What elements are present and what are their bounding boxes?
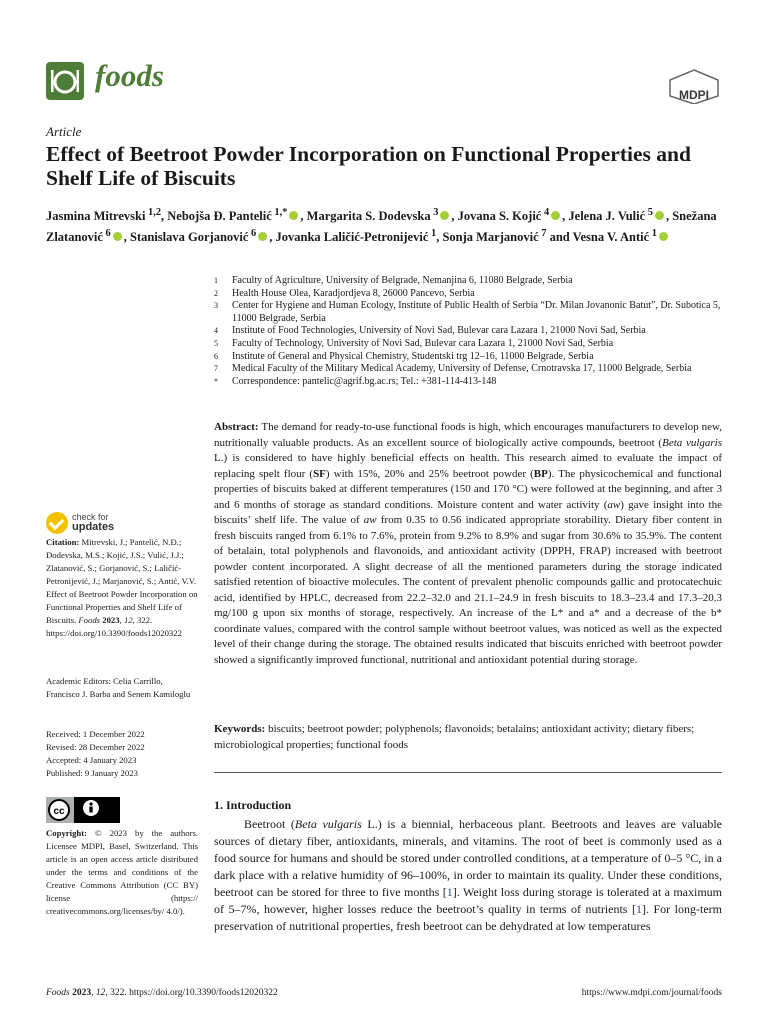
orcid-icon[interactable] bbox=[258, 232, 267, 241]
author-name: Vesna V. Antić bbox=[572, 230, 650, 245]
author-affiliation-ref: 1 bbox=[428, 228, 437, 240]
affiliation-text: Medical Faculty of the Military Medical Academy, University of Defense, Crnotravska 17, 11000 Belgrade, Serbia bbox=[232, 363, 692, 375]
citation-segment: , bbox=[119, 615, 124, 625]
author-affiliation-ref: 7 bbox=[538, 228, 547, 240]
publisher-logo bbox=[666, 68, 722, 104]
citation-segment: 2023 bbox=[102, 615, 120, 625]
keywords-label: Keywords: bbox=[214, 723, 266, 735]
citation-link[interactable]: 1 bbox=[635, 902, 642, 916]
affiliation-text: Center for Hygiene and Human Ecology, Institute of Public Health of Serbia “Dr. Milan Jovanonic Batut”, Dr. Subotica 5, 11000 Belgrade, Serbia bbox=[232, 300, 721, 324]
citation-link[interactable]: 1 bbox=[446, 885, 453, 899]
cc-by-license-badge[interactable] bbox=[46, 797, 120, 823]
svg-text:cc: cc bbox=[53, 806, 65, 817]
keywords-text: biscuits; beetroot powder; polyphenols; flavonoids; betalains; antioxidant activity; dietary fibers; microbiological properties; functional foods bbox=[214, 723, 695, 751]
author-name: Snežana Zlatanović bbox=[46, 209, 717, 245]
author-name: Jasmina Mitrevski bbox=[46, 209, 146, 224]
author-name: Sonja Marjanović bbox=[442, 230, 539, 245]
affiliation-item bbox=[214, 300, 724, 325]
affiliation-number: 2 bbox=[214, 288, 218, 298]
intro-segment: ]. For long-term preservation of nutritional properties, fresh beetroot can be dehydrated at low temperatures bbox=[214, 902, 722, 933]
author-affiliation-ref: 6 bbox=[102, 228, 111, 240]
affiliation-item bbox=[214, 363, 724, 376]
footer-segment: Foods bbox=[46, 988, 70, 998]
date-line: Published: 9 January 2023 bbox=[46, 768, 138, 778]
affiliation-number: 7 bbox=[214, 364, 218, 374]
affiliation-number: * bbox=[214, 376, 218, 386]
abstract-segment: BP bbox=[533, 467, 548, 480]
intro-segment: ]. Weight loss during storage is tolerated at a maximum of 5–7%, however, higher losses reduce the beetroot’s quality in terms of nutrients [ bbox=[214, 885, 722, 916]
author-name: Jovana S. Kojić bbox=[457, 209, 542, 224]
abstract-segment: aw bbox=[363, 514, 377, 526]
date-line: Received: 1 December 2022 bbox=[46, 729, 145, 739]
author-name: Nebojša Đ. Pantelić bbox=[167, 209, 272, 224]
intro-segment: Beetroot ( bbox=[244, 817, 295, 831]
orcid-icon[interactable] bbox=[440, 211, 449, 220]
footer-segment: 2023 bbox=[72, 988, 92, 998]
author-name: Margarita S. Dodevska bbox=[306, 209, 431, 224]
author-list: Jasmina Mitrevski $^{1,2}$, Nebojša Đ. Pantelić $^{1,*}$ , Margarita S. Dodevska $^3$ , Jovana S. Kojić $^4$ , Jelena J. Vulić $^5$ , Snežana Zlatanović $^6$ , Stanislava Gorjanović $^6$ , Jovanka Laličić-Petronijević $^1$, Sonja Marjanović $^7$ and Vesna V. Antić $^1$ bbox=[46, 207, 717, 245]
affiliation-item bbox=[214, 338, 724, 351]
check-updates-line1: check for bbox=[72, 512, 109, 522]
author-name: Jelena J. Vulić bbox=[568, 209, 646, 224]
introduction-text bbox=[214, 816, 722, 935]
orcid-icon[interactable] bbox=[655, 211, 664, 220]
affiliation-number: 3 bbox=[214, 301, 218, 311]
affiliation-text: Institute of General and Physical Chemistry, Studentski trg 12–16, 11000 Belgrade, Serbia bbox=[232, 350, 594, 362]
copyright-notice bbox=[46, 827, 198, 918]
abstract-text bbox=[214, 421, 722, 666]
copyright-segment: © 2023 by the authors. Licensee MDPI, Basel, Switzerland. This article is an open access article distributed under the terms and conditions of the Creative Commons Attribution (CC BY) license (https:// creativecommons.org/licenses/by/ 4.0/). bbox=[46, 828, 198, 916]
date-line: Revised: 28 December 2022 bbox=[46, 742, 145, 752]
affiliation-number: 5 bbox=[214, 338, 218, 348]
footer-journal-url[interactable]: https://www.mdpi.com/journal/foods bbox=[581, 988, 722, 998]
author-name: Stanislava Gorjanović bbox=[130, 230, 249, 245]
author-affiliation-ref: 1,* bbox=[271, 207, 288, 218]
author-affiliation-ref: 1 bbox=[649, 228, 657, 240]
abstract-segment: aw bbox=[607, 498, 621, 511]
abstract bbox=[214, 420, 722, 668]
publication-dates bbox=[46, 728, 198, 780]
author-affiliation-ref: 1,2 bbox=[145, 207, 162, 218]
check-updates-line2: updates bbox=[72, 521, 115, 533]
affiliation-text: Institute of Food Technologies, University of Novi Sad, Bulevar cara Lazara 1, 21000 Novi Sad, Serbia bbox=[232, 325, 646, 337]
affiliation-number: 6 bbox=[214, 351, 218, 361]
affiliation-item bbox=[214, 275, 724, 288]
journal-name: foods bbox=[95, 58, 164, 93]
intro-segment: L.) is a biennial, herbaceous plant. Beetroots and leaves are valuable sources of dietary fiber, antioxidants, minerals, and vitamins. The root of beet is commonly used as a food source for humans and should be stored under controlled conditions, at a temperature of 0–5 °C, in a dark place with a relative humidity of 96–100%, in order to maintain its quality. Under these conditions, beetroot can be stored for three to five months [ bbox=[214, 817, 723, 899]
affiliation-text: Correspondence: pantelic@agrif.bg.ac.rs; Tel.: +381-114-413-148 bbox=[232, 375, 497, 387]
affiliation-text: Faculty of Technology, University of Novi Sad, Bulevar cara Lazara 1, 21000 Novi Sad, Serbia bbox=[232, 337, 614, 349]
abstract-segment: ) gave insight into the biscuits’ shelf life. The value of bbox=[214, 498, 722, 526]
orcid-icon[interactable] bbox=[659, 232, 668, 241]
citation-segment: , 322. https://doi.org/10.3390/foods12020322 bbox=[46, 615, 182, 638]
affiliation-text: Health House Olea, Karadjordjeva 8, 26000 Pancevo, Serbia bbox=[232, 287, 475, 299]
affiliation-item bbox=[214, 376, 724, 389]
orcid-icon[interactable] bbox=[113, 232, 122, 241]
citation-segment: Foods bbox=[78, 615, 101, 625]
keywords bbox=[214, 722, 722, 753]
author-affiliation-ref: 4 bbox=[541, 207, 550, 218]
footer-segment: 12 bbox=[95, 988, 106, 998]
affiliation-item bbox=[214, 288, 724, 301]
affiliation-item bbox=[214, 351, 724, 364]
author-affiliation-ref: 5 bbox=[645, 207, 653, 218]
abstract-segment: SF bbox=[313, 467, 326, 480]
abstract-segment: Beta vulgaris bbox=[662, 436, 722, 449]
affiliation-number: 4 bbox=[214, 326, 218, 336]
affiliation-text: Faculty of Agriculture, University of Belgrade, Nemanjina 6, 11080 Belgrade, Serbia bbox=[232, 275, 573, 286]
citation-segment: Mitrevski, J.; Pantelić, N.Đ.; Dodevska, M.S.; Kojić, J.S.; Vulić, J.J.; Zlatanović, S.; Gorjanović, S.; Laličić-Petronijević, J.; Marjanović, S.; Antić, V.V. Effect of Beetroot Powder Incorporation on Functional Properties and Shelf Life of Biscuits. bbox=[46, 537, 198, 625]
orcid-icon[interactable] bbox=[289, 211, 298, 220]
author-affiliation-ref: 6 bbox=[248, 228, 257, 240]
journal-logo bbox=[46, 62, 84, 100]
abstract-segment: from 0.35 to 0.56 indicated appropriate storability. Dietary fiber content in fresh biscuits ranged from 6.1% to 7.6%, protein from 9.2% to 8.9% and sugar from 30.6% to 35.9%. The content of betalain, total polyphenols and flavonoids, and antioxidant activity (DPPH, FRAP) increased with beetroot powder content incorporated. A slight decrease of all the mentioned parameters during the storage indicated satisfied retention of bioactive molecules. The content of prevalent phenolic compounds gallic and protocatechuic acid, identified by HPLC, decreased from 22.2–32.0 and 21.1–24.9 in fresh biscuits to 18.3–23.4 and 17.3–20.3 mg/100 g upon six months of storage, respectively. An increase of the L* and a* and a decrease of the b* coordinate values, compared with the control sample without beetroot values, was noticed as well as the expected level of their change during the storage. The obtained results indicated that biscuits enriched with beetroot powder showed a significantly improved functional, nutritional and antioxidant potential during storage. bbox=[214, 514, 722, 666]
academic-editors bbox=[46, 675, 198, 701]
footer-segment: , 322. https://doi.org/10.3390/foods12020322 bbox=[105, 988, 278, 998]
abstract-segment: ) with 15%, 20% and 25% beetroot powder ( bbox=[325, 467, 534, 480]
intro-segment: Beta vulgaris bbox=[294, 817, 362, 831]
article-type: Article bbox=[46, 124, 82, 139]
orcid-icon[interactable] bbox=[551, 211, 560, 220]
abstract-segment: The demand for ready-to-use functional foods is high, which encourages manufacturers to develop new, nutritionally valuable products. As an excellent source of biologically active compounds, beetroot ( bbox=[214, 421, 722, 449]
author-affiliation-ref: 3 bbox=[430, 207, 439, 218]
citation-segment: 12 bbox=[123, 615, 133, 625]
footer-citation bbox=[46, 988, 278, 998]
date-line: Accepted: 4 January 2023 bbox=[46, 755, 137, 765]
editors-segment: Academic Editors: Celia Carrillo, Francisco J. Barba and Senem Kamiloglu bbox=[46, 676, 191, 699]
abstract-label: Abstract: bbox=[214, 421, 259, 433]
affiliation-number: 1 bbox=[214, 276, 218, 285]
introduction-heading: 1. Introduction bbox=[214, 798, 292, 812]
abstract-segment: L.) is considered to have highly beneficial effects on health. This research aimed to evaluate the impact of replacing spelt flour ( bbox=[214, 452, 722, 480]
affiliations bbox=[214, 275, 724, 388]
paper-title: Effect of Beetroot Powder Incorporation on Functional Properties and Shelf Life of Biscuits bbox=[46, 142, 691, 190]
copyright-segment: Copyright: bbox=[46, 828, 88, 838]
abstract-segment: ). The physicochemical and functional properties of biscuits baked at different temperatures (150 and 170 °C) were followed at the beginning, and after 3 and 6 months of storage as standard conditions. Moisture content and water activity ( bbox=[214, 467, 722, 511]
section-divider bbox=[214, 772, 722, 773]
publisher-name: MDPI bbox=[679, 88, 709, 102]
citation-segment: Citation: bbox=[46, 537, 80, 547]
citation-block bbox=[46, 536, 198, 640]
author-name: Jovanka Laličić-Petronijević bbox=[275, 230, 429, 245]
affiliation-item bbox=[214, 325, 724, 338]
check-icon bbox=[46, 512, 68, 534]
footer-segment: , bbox=[91, 988, 96, 998]
